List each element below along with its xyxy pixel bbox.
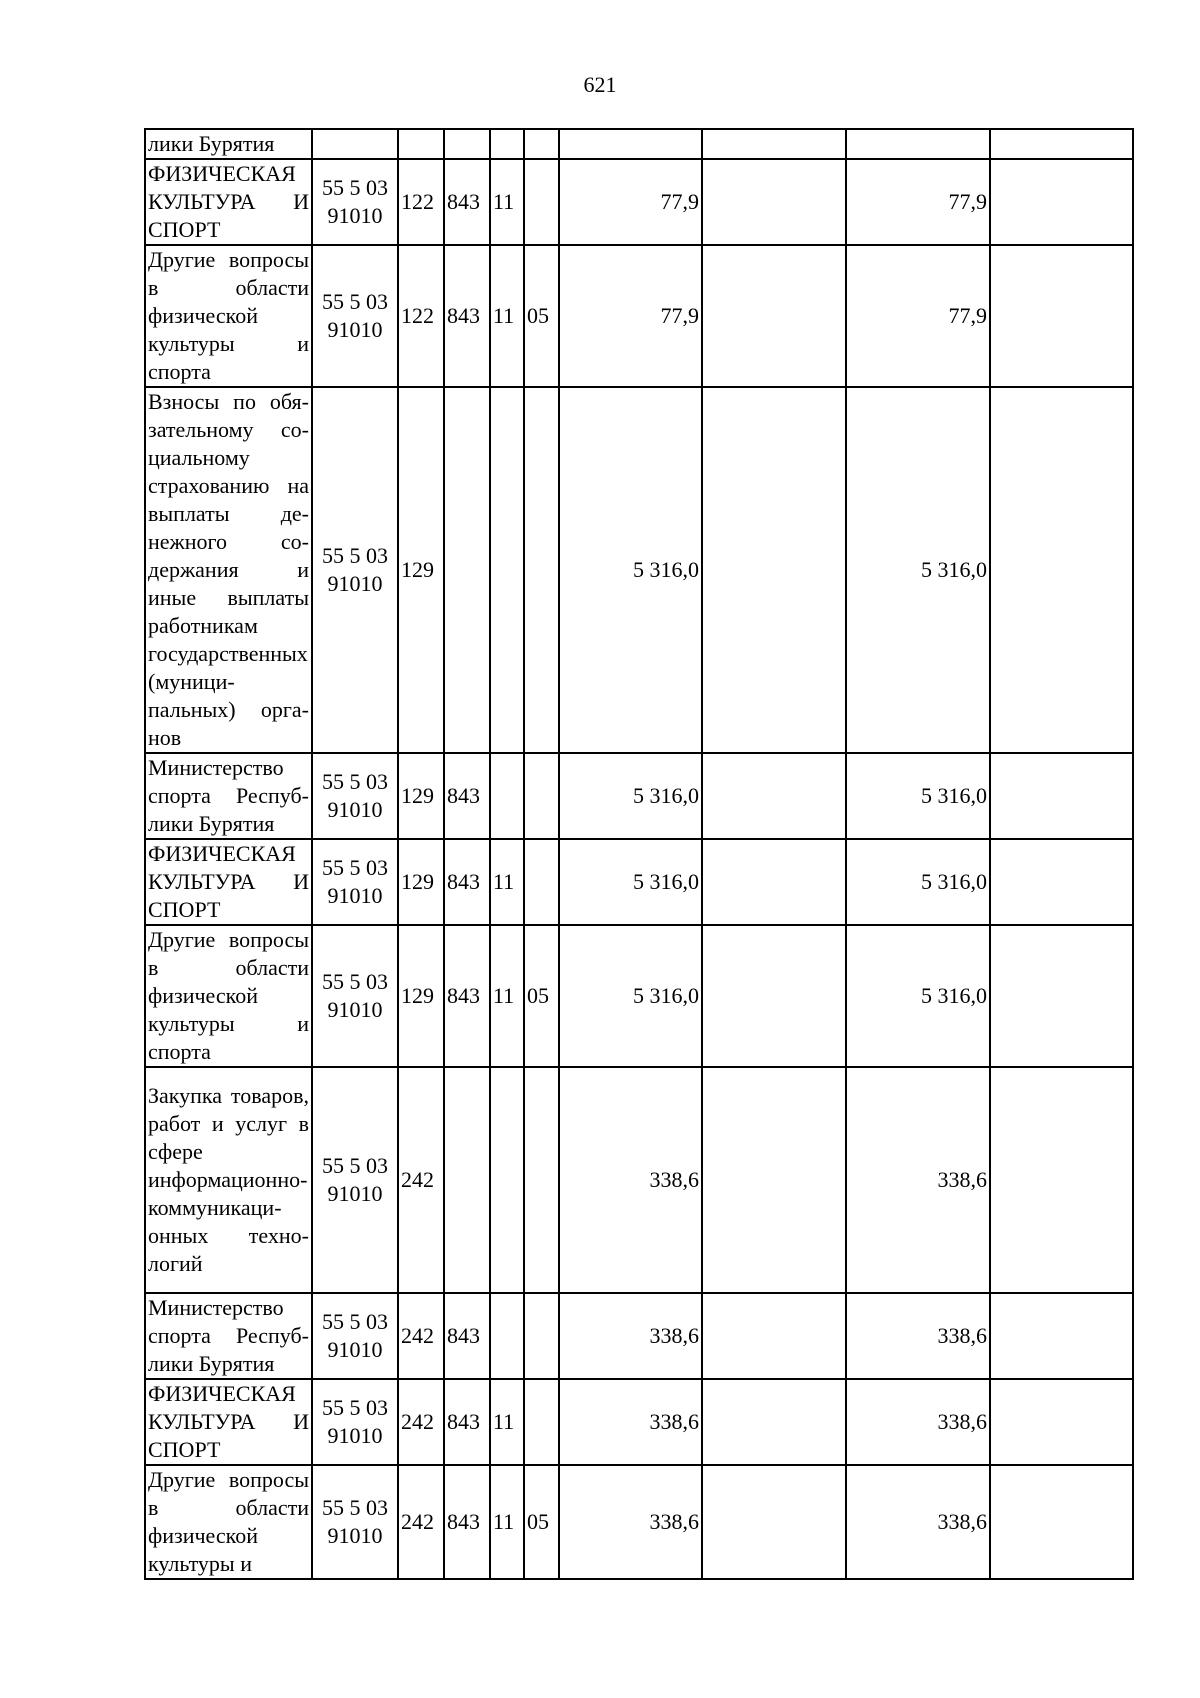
- sum-regional: 5 316,0: [846, 839, 990, 925]
- subsection-code: 05: [524, 245, 559, 387]
- sum-regional: [846, 129, 990, 159]
- sum-federal: [702, 1293, 846, 1379]
- sum-other: [990, 129, 1133, 159]
- expense-type-code: 242: [398, 1379, 444, 1465]
- sum-total: 338,6: [559, 1379, 702, 1465]
- sum-total: 77,9: [559, 245, 702, 387]
- table-row: [145, 1465, 1133, 1579]
- sum-regional: 338,6: [846, 1465, 990, 1579]
- ministry-code: [444, 387, 490, 753]
- expense-type-code: 122: [398, 159, 444, 245]
- sum-total: 5 316,0: [559, 753, 702, 839]
- sum-regional: 338,6: [846, 1379, 990, 1465]
- sum-other: [990, 925, 1133, 1067]
- ministry-code: 843: [444, 245, 490, 387]
- sum-federal: [702, 159, 846, 245]
- sum-regional: 5 316,0: [846, 387, 990, 753]
- sum-regional: 338,6: [846, 1293, 990, 1379]
- target-article-code: 55 5 03 91010: [312, 1465, 398, 1579]
- ministry-code: 843: [444, 753, 490, 839]
- expense-type-code: 242: [398, 1067, 444, 1293]
- section-code: [490, 129, 524, 159]
- section-code: 11: [490, 925, 524, 1067]
- expense-type-code: 129: [398, 925, 444, 1067]
- sum-federal: [702, 753, 846, 839]
- section-code: 11: [490, 1465, 524, 1579]
- ministry-code: [444, 1067, 490, 1293]
- row-name: лики Бурятия: [145, 129, 312, 159]
- ministry-code: 843: [444, 839, 490, 925]
- target-article-code: 55 5 03 91010: [312, 925, 398, 1067]
- table-row: [145, 159, 1133, 245]
- target-article-code: 55 5 03 91010: [312, 387, 398, 753]
- row-name: Министерство спорта Республики Бурятия: [145, 1293, 312, 1379]
- row-name: ФИЗИЧЕСКАЯ КУЛЬТУРА И СПОРТ: [145, 159, 312, 245]
- target-article-code: 55 5 03 91010: [312, 1379, 398, 1465]
- table-row: [145, 1293, 1133, 1379]
- sum-other: [990, 1293, 1133, 1379]
- sum-regional: 77,9: [846, 245, 990, 387]
- expense-type-code: 242: [398, 1465, 444, 1579]
- subsection-code: [524, 159, 559, 245]
- table-row: [145, 1379, 1133, 1465]
- sum-total: [559, 129, 702, 159]
- ministry-code: [444, 129, 490, 159]
- subsection-code: [524, 129, 559, 159]
- table-row: [145, 245, 1133, 387]
- sum-regional: 77,9: [846, 159, 990, 245]
- section-code: [490, 1293, 524, 1379]
- ministry-code: 843: [444, 925, 490, 1067]
- target-article-code: 55 5 03 91010: [312, 839, 398, 925]
- sum-other: [990, 245, 1133, 387]
- row-name: Закупка товаров, работ и услуг в сфере информационно-коммуникационных технологий: [145, 1067, 312, 1293]
- ministry-code: 843: [444, 1293, 490, 1379]
- sum-other: [990, 1379, 1133, 1465]
- sum-federal: [702, 925, 846, 1067]
- target-article-code: [312, 129, 398, 159]
- section-code: 11: [490, 245, 524, 387]
- section-code: 11: [490, 1379, 524, 1465]
- sum-other: [990, 1465, 1133, 1579]
- table-row: [145, 753, 1133, 839]
- target-article-code: 55 5 03 91010: [312, 1067, 398, 1293]
- expense-type-code: 242: [398, 1293, 444, 1379]
- sum-other: [990, 753, 1133, 839]
- sum-federal: [702, 245, 846, 387]
- sum-federal: [702, 129, 846, 159]
- sum-regional: 5 316,0: [846, 925, 990, 1067]
- budget-table: [144, 128, 1134, 1580]
- row-name: Министерство спорта Республики Бурятия: [145, 753, 312, 839]
- subsection-code: [524, 753, 559, 839]
- subsection-code: [524, 1379, 559, 1465]
- section-code: [490, 753, 524, 839]
- expense-type-code: 122: [398, 245, 444, 387]
- subsection-code: [524, 1293, 559, 1379]
- expense-type-code: 129: [398, 839, 444, 925]
- sum-total: 77,9: [559, 159, 702, 245]
- sum-other: [990, 159, 1133, 245]
- subsection-code: [524, 839, 559, 925]
- sum-total: 338,6: [559, 1067, 702, 1293]
- sum-federal: [702, 1465, 846, 1579]
- ministry-code: 843: [444, 159, 490, 245]
- row-name: Другие вопросы в области физической культуры и: [145, 1465, 312, 1579]
- section-code: [490, 387, 524, 753]
- table-body: [145, 129, 1133, 1579]
- section-code: 11: [490, 159, 524, 245]
- sum-total: 5 316,0: [559, 925, 702, 1067]
- row-name: Взносы по обязательному социальному страхованию на выплаты денежного содержания и иные выплаты работникам государственных (муниципальных) органов: [145, 387, 312, 753]
- target-article-code: 55 5 03 91010: [312, 159, 398, 245]
- target-article-code: 55 5 03 91010: [312, 753, 398, 839]
- page-number: 621: [583, 72, 617, 97]
- expense-type-code: 129: [398, 387, 444, 753]
- subsection-code: 05: [524, 925, 559, 1067]
- sum-federal: [702, 387, 846, 753]
- sum-other: [990, 387, 1133, 753]
- sum-total: 338,6: [559, 1465, 702, 1579]
- subsection-code: [524, 1067, 559, 1293]
- expense-type-code: [398, 129, 444, 159]
- sum-total: 5 316,0: [559, 839, 702, 925]
- sum-total: 338,6: [559, 1293, 702, 1379]
- row-name: ФИЗИЧЕСКАЯ КУЛЬТУРА И СПОРТ: [145, 1379, 312, 1465]
- sum-regional: 338,6: [846, 1067, 990, 1293]
- subsection-code: [524, 387, 559, 753]
- table-row: [145, 1067, 1133, 1293]
- sum-total: 5 316,0: [559, 387, 702, 753]
- ministry-code: 843: [444, 1379, 490, 1465]
- table-row: [145, 387, 1133, 753]
- sum-federal: [702, 839, 846, 925]
- subsection-code: 05: [524, 1465, 559, 1579]
- sum-other: [990, 839, 1133, 925]
- row-name: Другие вопросы в области физической культуры и спорта: [145, 245, 312, 387]
- sum-other: [990, 1067, 1133, 1293]
- sum-federal: [702, 1067, 846, 1293]
- expense-type-code: 129: [398, 753, 444, 839]
- table-row: [145, 925, 1133, 1067]
- sum-regional: 5 316,0: [846, 753, 990, 839]
- sum-federal: [702, 1379, 846, 1465]
- section-code: 11: [490, 839, 524, 925]
- row-name: Другие вопросы в области физической культуры и спорта: [145, 925, 312, 1067]
- table-row: [145, 129, 1133, 159]
- target-article-code: 55 5 03 91010: [312, 1293, 398, 1379]
- table-row: [145, 839, 1133, 925]
- section-code: [490, 1067, 524, 1293]
- row-name: ФИЗИЧЕСКАЯ КУЛЬТУРА И СПОРТ: [145, 839, 312, 925]
- ministry-code: 843: [444, 1465, 490, 1579]
- target-article-code: 55 5 03 91010: [312, 245, 398, 387]
